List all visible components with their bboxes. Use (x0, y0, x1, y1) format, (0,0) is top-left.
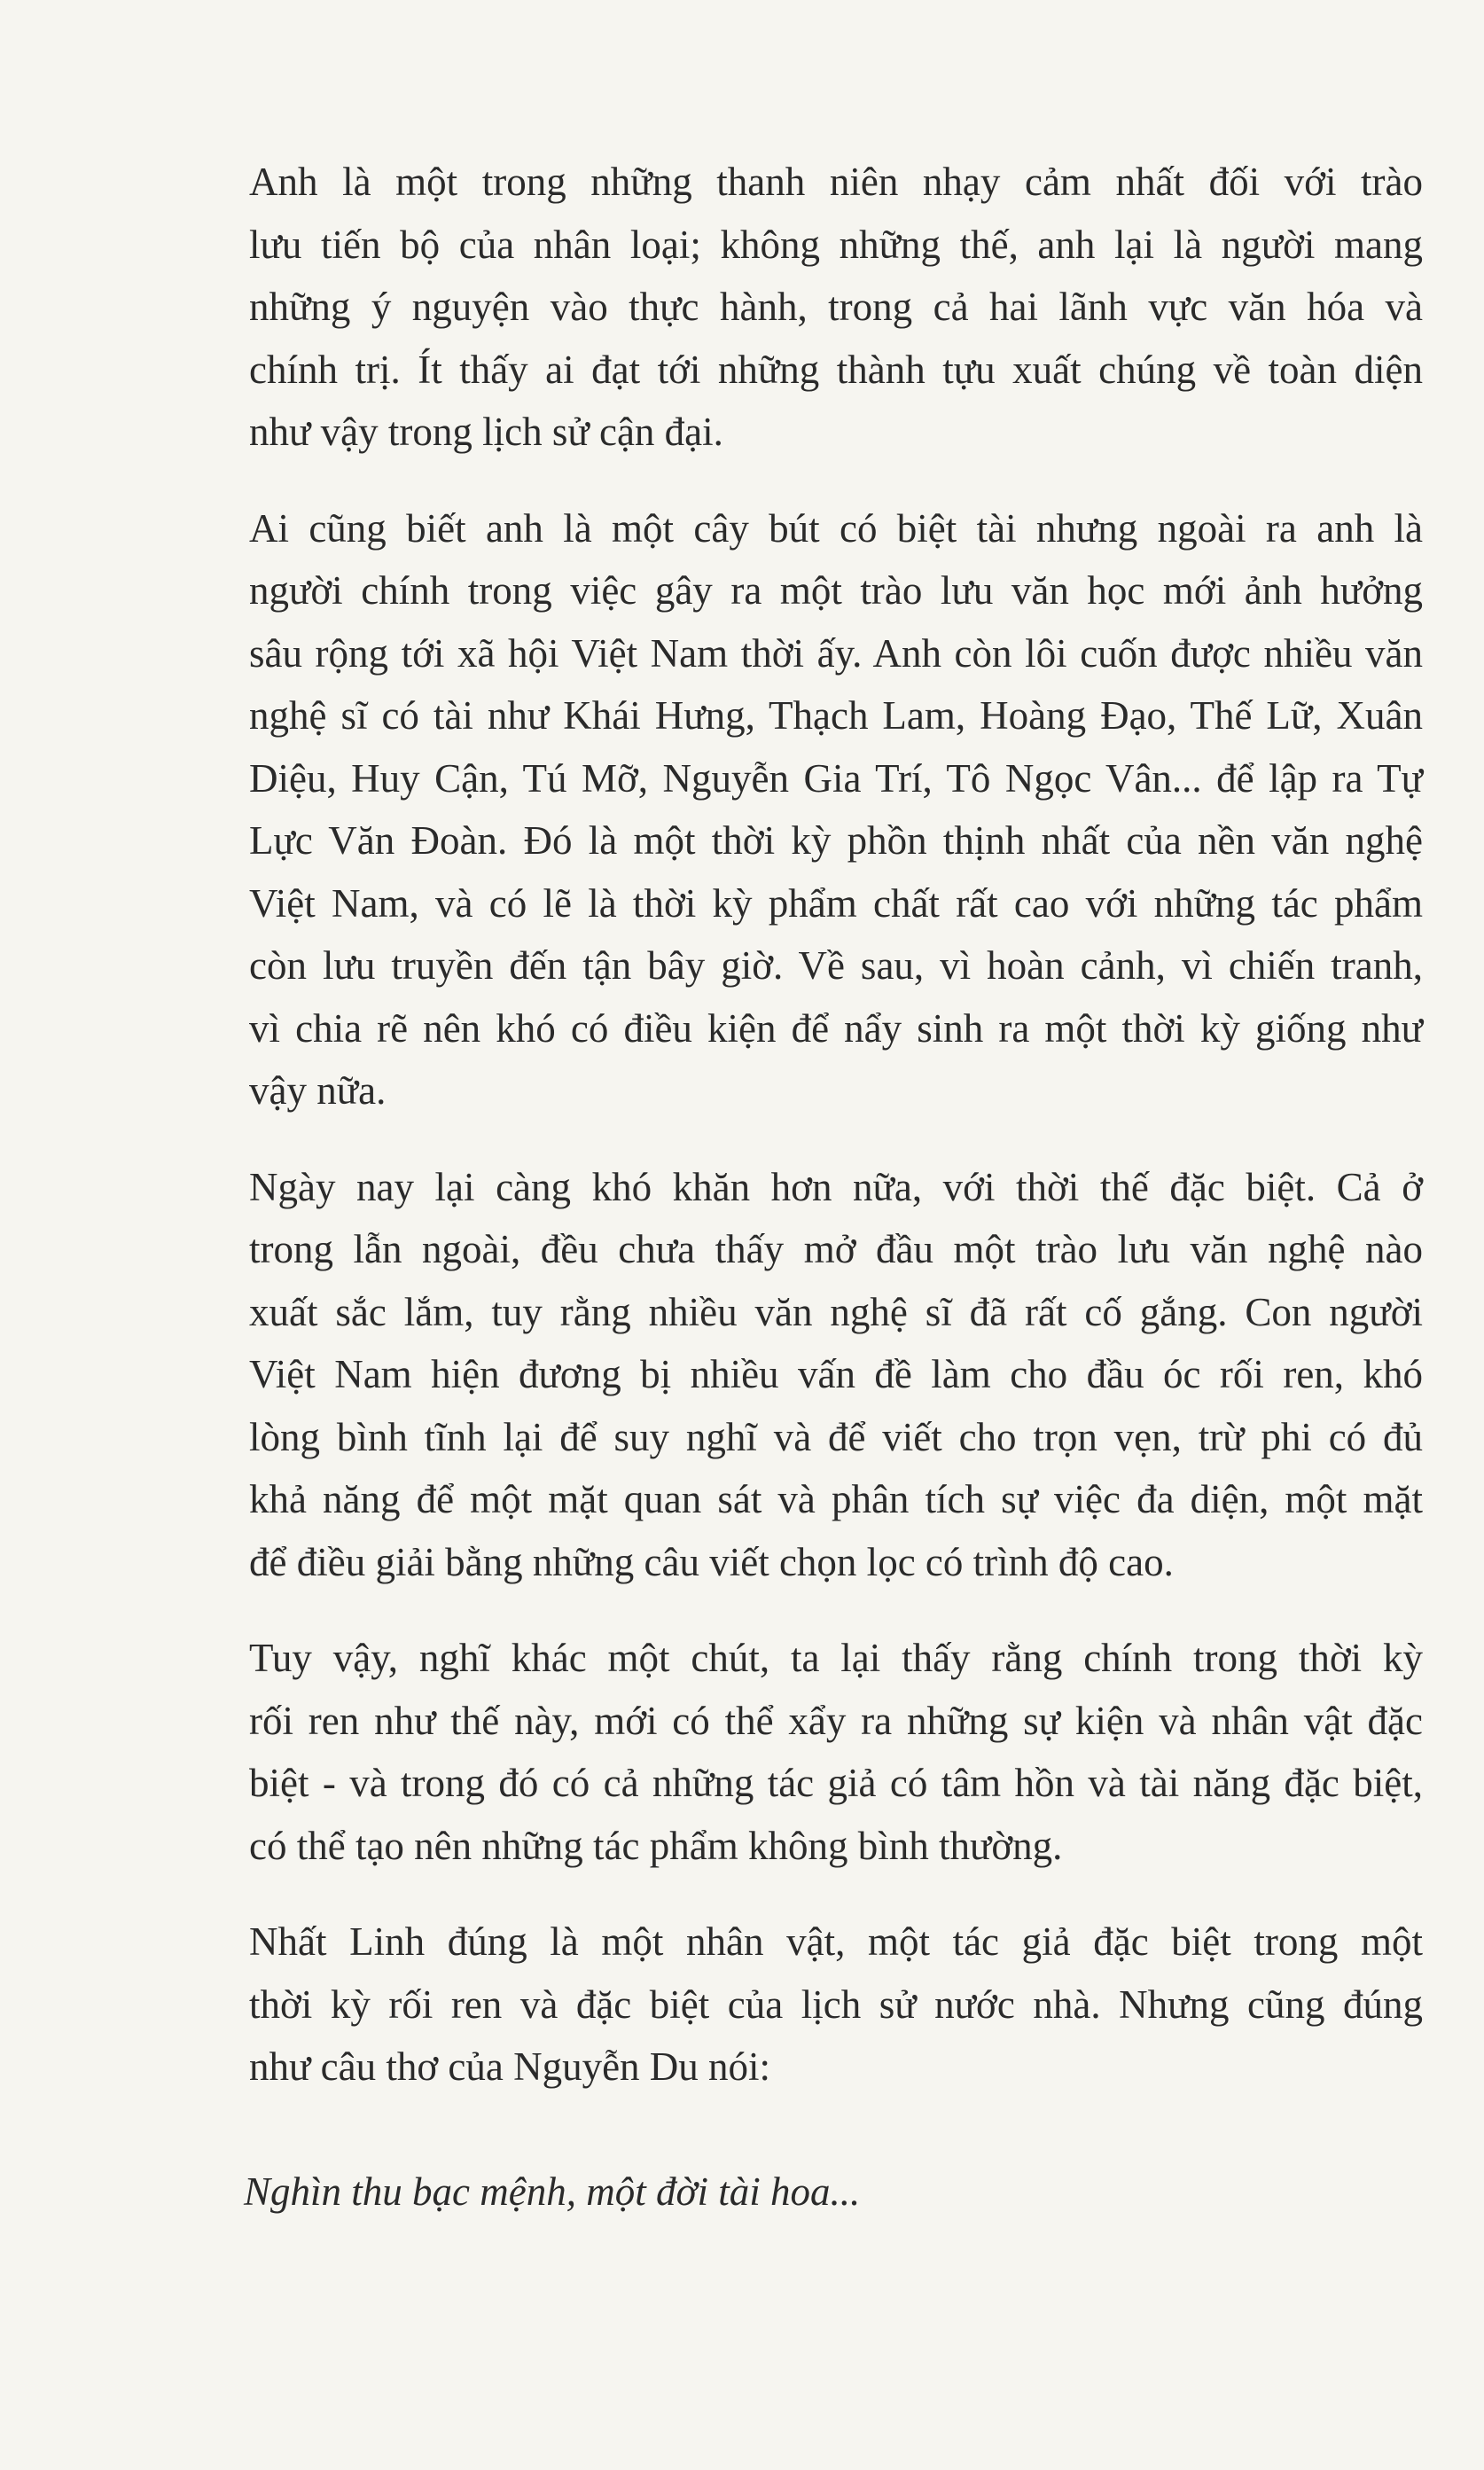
text-line: rối ren như thế này, mới có thể xẩy ra những sự kiện và nhân vật đặc (249, 1698, 1423, 1743)
text-line: Anh là một trong những thanh niên nhạy cảm nhất đối với trào (249, 160, 1423, 204)
text-line: Lực Văn Đoàn. Đó là một thời kỳ phồn thịnh nhất của nền văn nghệ (249, 818, 1423, 863)
text-line: thời kỳ rối ren và đặc biệt của lịch sử nước nhà. Nhưng cũng đúng (249, 1981, 1423, 2027)
body-text (244, 151, 1423, 2223)
paragraph-2 (244, 497, 1423, 1122)
text-line: xuất sắc lắm, tuy rằng nhiều văn nghệ sĩ đã rất cố gắng. Con người (249, 1289, 1423, 1334)
paragraph-4 (244, 1627, 1423, 1877)
text-line: khả năng để một mặt quan sát và phân tích sự việc đa diện, một mặt (249, 1477, 1423, 1521)
text-line: Ai cũng biết anh là một cây bút có biệt tài nhưng ngoài ra anh là (249, 505, 1423, 551)
poem-quote: Nghìn thu bạc mệnh, một đời tài hoa... (244, 2169, 861, 2214)
text-line: trong lẫn ngoài, đều chưa thấy mở đầu một trào lưu văn nghệ nào (249, 1227, 1423, 1271)
text-line: lưu tiến bộ của nhân loại; không những thế, anh lại là người mang (249, 222, 1423, 267)
paragraph-3 (244, 1156, 1423, 1594)
text-line: chính trị. Ít thấy ai đạt tới những thành tựu xuất chúng về toàn diện (249, 347, 1423, 392)
text-line: Việt Nam hiện đương bị nhiều vấn đề làm cho đầu óc rối ren, khó (249, 1352, 1423, 1396)
text-line: vì chia rẽ nên khó có điều kiện để nẩy sinh ra một thời kỳ giống như (249, 1005, 1423, 1051)
text-line: Nhất Linh đúng là một nhân vật, một tác giả đặc biệt trong một (249, 1919, 1423, 1964)
text-line: như câu thơ của Nguyễn Du nói: (249, 2044, 771, 2089)
text-line: những ý nguyện vào thực hành, trong cả hai lãnh vực văn hóa và (249, 285, 1423, 329)
text-line: người chính trong việc gây ra một trào lưu văn học mới ảnh hưởng (249, 568, 1423, 613)
text-line: biệt - và trong đó có cả những tác giả có tâm hồn và tài năng đặc biệt, (249, 1761, 1423, 1805)
text-line: Việt Nam, và có lẽ là thời kỳ phẩm chất rất cao với những tác phẩm (249, 880, 1423, 926)
text-line: nghệ sĩ có tài như Khái Hưng, Thạch Lam, Hoàng Đạo, Thế Lữ, Xuân (249, 693, 1423, 738)
text-line: lòng bình tĩnh lại để suy nghĩ và để viết cho trọn vẹn, trừ phi có đủ (249, 1414, 1423, 1459)
text-line: sâu rộng tới xã hội Việt Nam thời ấy. Anh còn lôi cuốn được nhiều văn (249, 630, 1423, 676)
text-line: có thể tạo nên những tác phẩm không bình thường. (249, 1823, 1063, 1868)
text-line: vậy nữa. (249, 1068, 387, 1113)
paragraph-5 (244, 1911, 1423, 2099)
text-line: Tuy vậy, nghĩ khác một chút, ta lại thấy rằng chính trong thời kỳ (249, 1636, 1423, 1680)
text-line: Ngày nay lại càng khó khăn hơn nữa, với thời thế đặc biệt. Cả ở (249, 1164, 1423, 1209)
text-line: còn lưu truyền đến tận bây giờ. Về sau, vì hoàn cảnh, vì chiến tranh, (249, 943, 1423, 988)
text-line: để điều giải bằng những câu viết chọn lọc có trình độ cao. (249, 1539, 1174, 1584)
text-line: như vậy trong lịch sử cận đại. (249, 410, 723, 454)
text-line: Diệu, Huy Cận, Tú Mỡ, Nguyễn Gia Trí, Tô Ngọc Vân... để lập ra Tự (249, 755, 1423, 801)
paragraph-1 (244, 151, 1423, 464)
